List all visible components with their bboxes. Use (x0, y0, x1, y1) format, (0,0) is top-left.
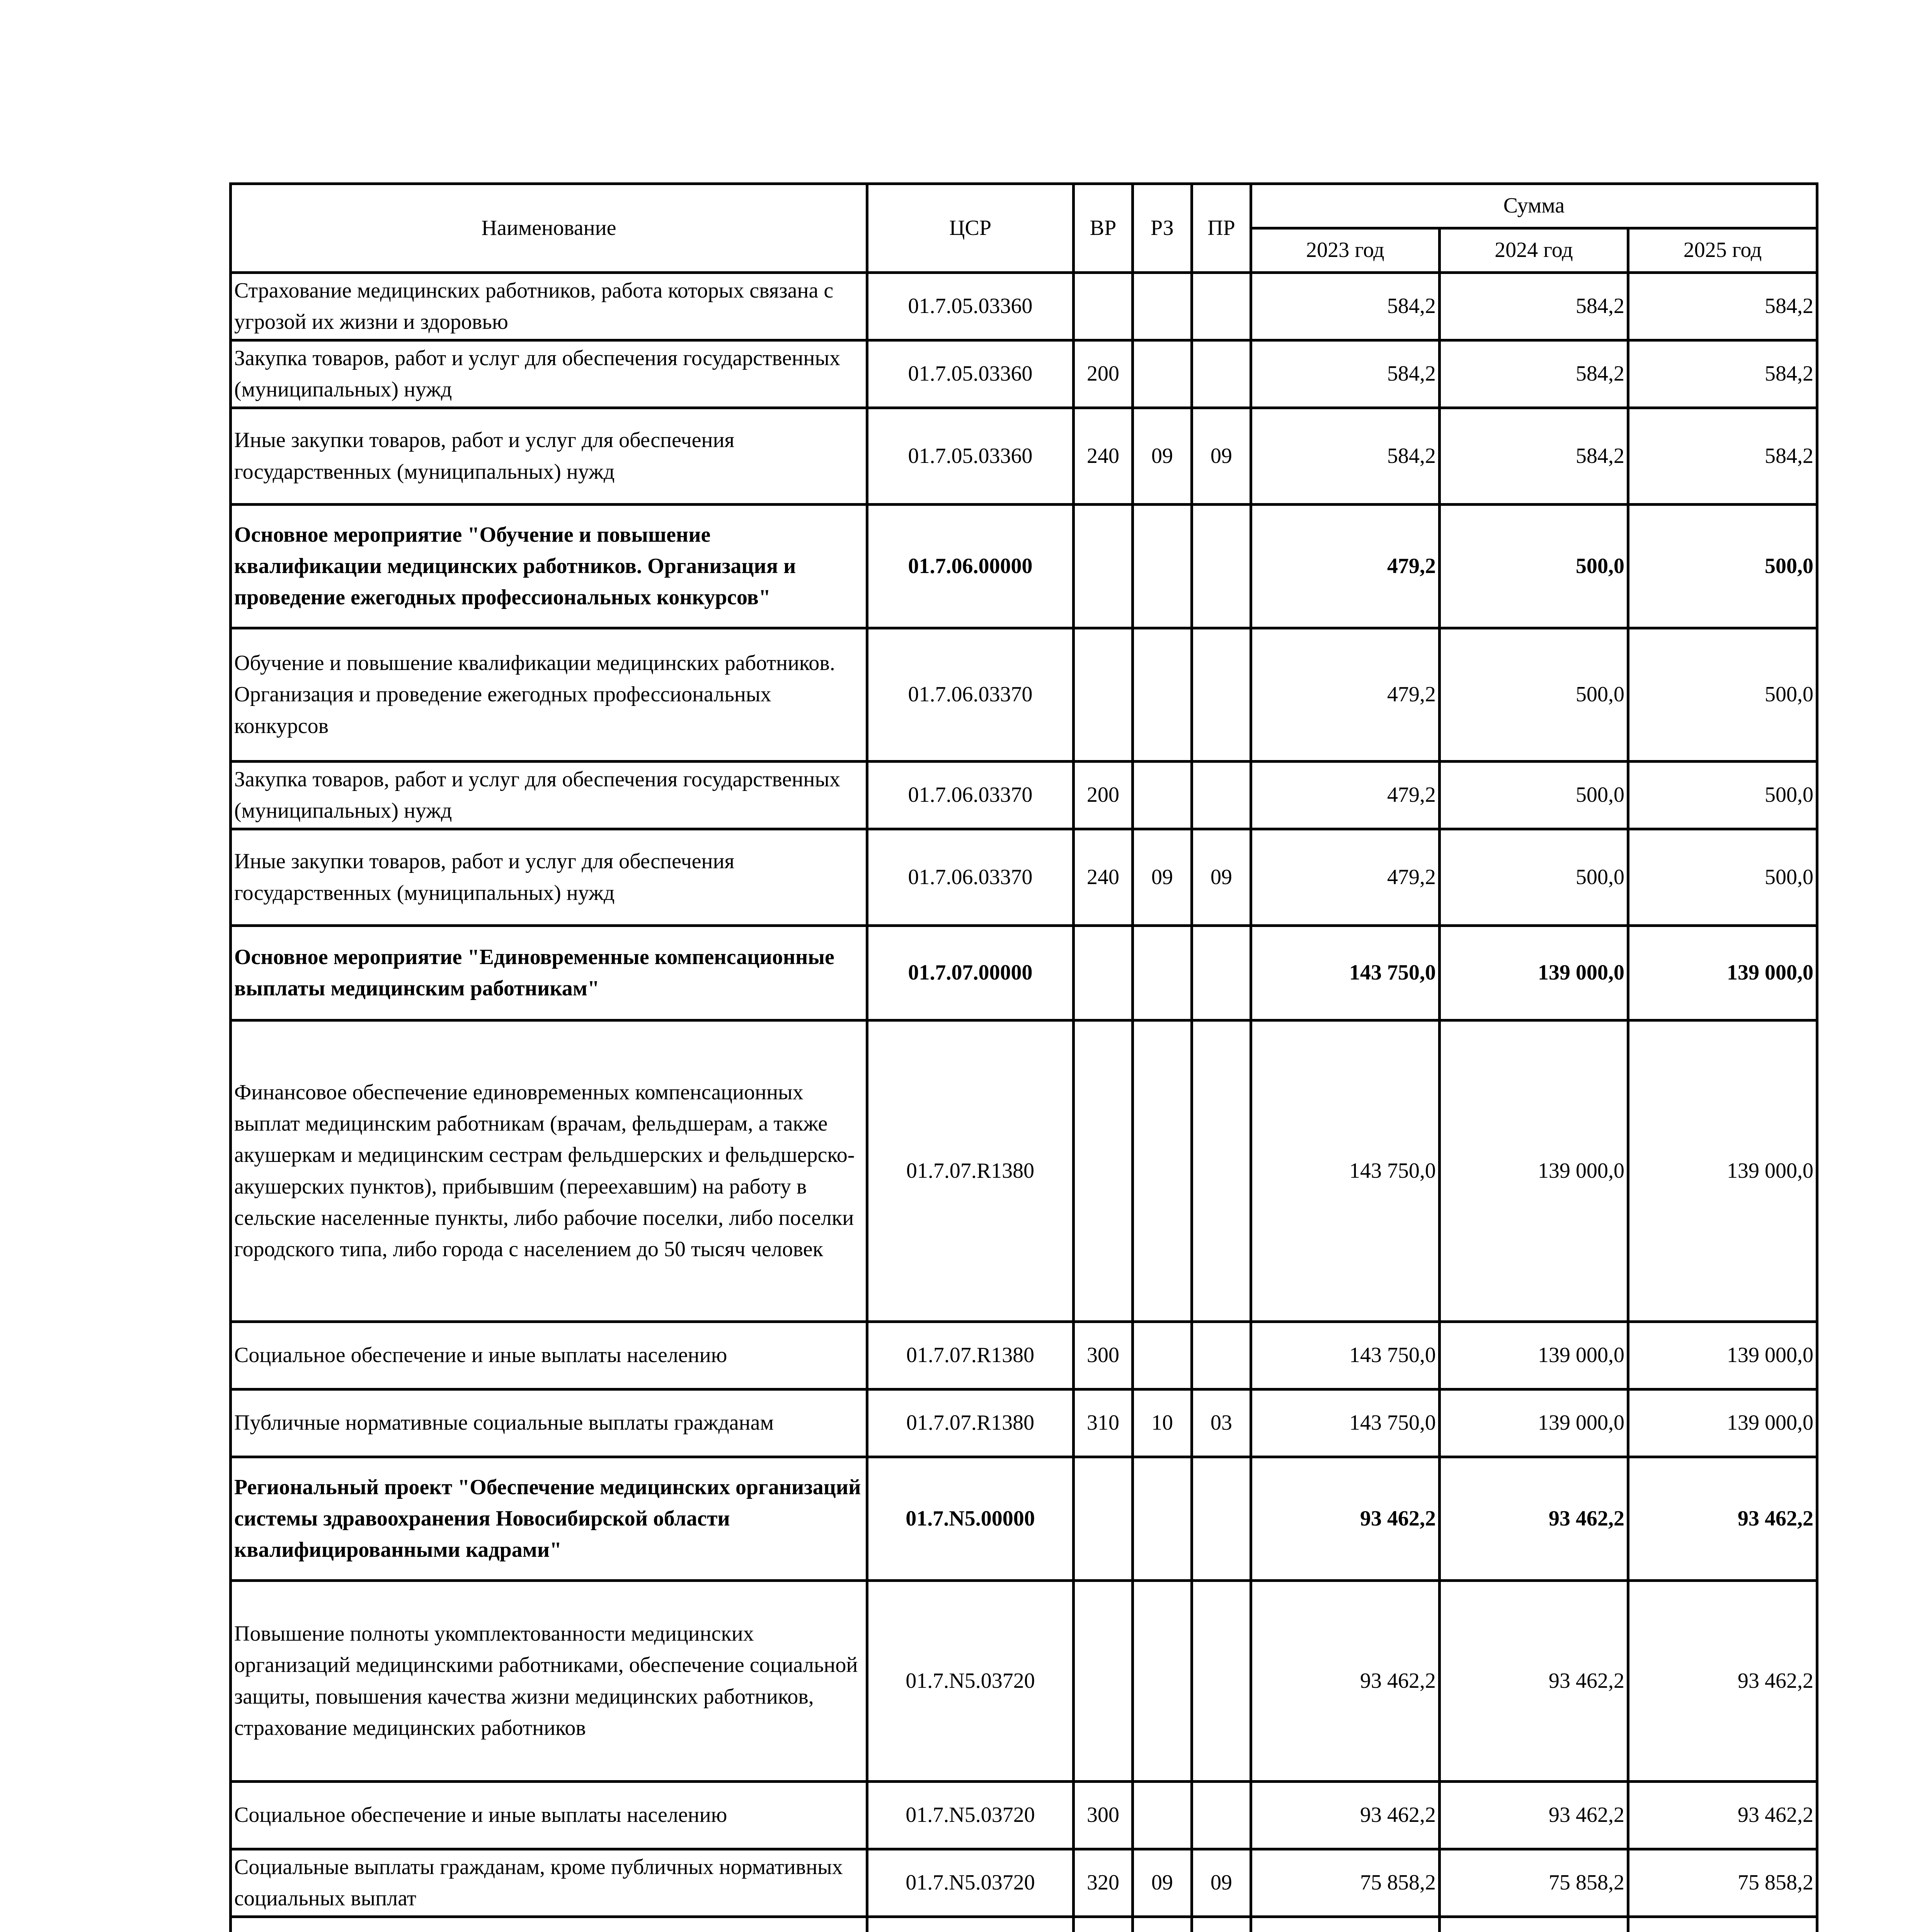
table-row (231, 628, 1817, 762)
cell-rz (1133, 762, 1192, 829)
cell-csr: 01.7.06.03370 (867, 829, 1074, 926)
header-vr: ВР (1074, 184, 1133, 273)
table-row (231, 505, 1817, 628)
cell-sum-2025: 93 462,2 (1628, 1782, 1817, 1849)
cell-sum-2025: 93 462,2 (1628, 1581, 1817, 1782)
cell-vr (1074, 1917, 1133, 1932)
header-year-2024: 2024 год (1440, 228, 1628, 273)
cell-vr: 300 (1074, 1322, 1133, 1389)
cell-rz (1133, 1581, 1192, 1782)
cell-csr: 01.7.05.03360 (867, 273, 1074, 340)
cell-sum-2023 (1251, 1917, 1440, 1932)
cell-sum-2023: 143 750,0 (1251, 1389, 1440, 1457)
cell-sum-2025: 500,0 (1628, 762, 1817, 829)
table-header (231, 184, 1817, 273)
table-body (231, 273, 1817, 1932)
cell-pr (1192, 1020, 1251, 1322)
cell-csr: 01.7.N5.03720 (867, 1581, 1074, 1782)
cell-sum-2024 (1440, 1917, 1628, 1932)
cell-rz (1133, 1782, 1192, 1849)
cell-sum-2024: 500,0 (1440, 829, 1628, 926)
cell-sum-2025: 139 000,0 (1628, 1389, 1817, 1457)
cell-sum-2025: 500,0 (1628, 628, 1817, 762)
cell-sum-2024: 139 000,0 (1440, 1020, 1628, 1322)
cell-rz (1133, 340, 1192, 408)
cell-rz (1133, 1322, 1192, 1389)
cell-rz (1133, 505, 1192, 628)
cell-pr (1192, 762, 1251, 829)
cell-sum-2023: 93 462,2 (1251, 1457, 1440, 1581)
cell-vr: 200 (1074, 762, 1133, 829)
table-row (231, 1389, 1817, 1457)
cell-sum-2023: 479,2 (1251, 505, 1440, 628)
cell-sum-2025: 75 858,2 (1628, 1849, 1817, 1917)
cell-vr: 310 (1074, 1389, 1133, 1457)
cell-name: Социальные выплаты гражданам, кроме публичных нормативных социальных выплат (231, 1849, 867, 1917)
cell-pr (1192, 926, 1251, 1020)
table-row (231, 340, 1817, 408)
cell-sum-2025: 584,2 (1628, 340, 1817, 408)
cell-rz: 09 (1133, 408, 1192, 505)
cell-name: Социальное обеспечение и иные выплаты населению (231, 1322, 867, 1389)
table-row (231, 273, 1817, 340)
cell-sum-2024: 93 462,2 (1440, 1782, 1628, 1849)
cell-vr (1074, 505, 1133, 628)
cell-name: Публичные нормативные социальные выплаты гражданам (231, 1389, 867, 1457)
table-row (231, 762, 1817, 829)
cell-sum-2024: 139 000,0 (1440, 926, 1628, 1020)
cell-sum-2023: 479,2 (1251, 829, 1440, 926)
cell-rz (1133, 1457, 1192, 1581)
cell-sum-2024: 500,0 (1440, 505, 1628, 628)
cell-sum-2023: 143 750,0 (1251, 926, 1440, 1020)
table-row (231, 1581, 1817, 1782)
cell-sum-2023: 143 750,0 (1251, 1322, 1440, 1389)
cell-pr (1192, 628, 1251, 762)
cell-sum-2024: 93 462,2 (1440, 1581, 1628, 1782)
cell-sum-2025 (1628, 1917, 1817, 1932)
cell-csr: 01.7.N5.03720 (867, 1782, 1074, 1849)
cell-pr (1192, 1782, 1251, 1849)
header-csr: ЦСР (867, 184, 1074, 273)
header-pr: ПР (1192, 184, 1251, 273)
header-rz: РЗ (1133, 184, 1192, 273)
table-row (231, 1849, 1817, 1917)
cell-csr: 01.7.05.03360 (867, 408, 1074, 505)
cell-vr (1074, 1581, 1133, 1782)
cell-vr (1074, 1457, 1133, 1581)
cell-sum-2025: 93 462,2 (1628, 1457, 1817, 1581)
cell-sum-2024: 500,0 (1440, 762, 1628, 829)
cell-csr: 01.7.07.R1380 (867, 1020, 1074, 1322)
cell-pr: 09 (1192, 829, 1251, 926)
cell-sum-2024: 75 858,2 (1440, 1849, 1628, 1917)
table-row (231, 926, 1817, 1020)
cell-csr: 01.7.N5.00000 (867, 1457, 1074, 1581)
cell-sum-2023: 584,2 (1251, 273, 1440, 340)
cell-sum-2025: 139 000,0 (1628, 926, 1817, 1020)
cell-name: Обучение и повышение квалификации медицинских работников. Организация и проведение ежегодных профессиональных конкурсов (231, 628, 867, 762)
cell-sum-2024: 584,2 (1440, 273, 1628, 340)
cell-sum-2023: 75 858,2 (1251, 1849, 1440, 1917)
cell-name: Закупка товаров, работ и услуг для обеспечения государственных (муниципальных) нужд (231, 340, 867, 408)
cell-name: Основное мероприятие "Единовременные компенсационные выплаты медицинским работникам" (231, 926, 867, 1020)
cell-csr: 01.7.07.R1380 (867, 1389, 1074, 1457)
cell-vr: 300 (1074, 1782, 1133, 1849)
cell-sum-2024: 93 462,2 (1440, 1457, 1628, 1581)
cell-csr: 01.7.N5.03720 (867, 1849, 1074, 1917)
cell-csr: 01.7.07.00000 (867, 926, 1074, 1020)
budget-table (229, 182, 1818, 1932)
cell-name: Повышение полноты укомплектованности медицинских организаций медицинскими работниками, обеспечение социальной защиты, повышения качества жизни медицинских работников, страхование медицинских работников (231, 1581, 867, 1782)
cell-sum-2023: 479,2 (1251, 628, 1440, 762)
cell-name: Страхование медицинских работников, работа которых связана с угрозой их жизни и здоровью (231, 273, 867, 340)
cell-vr (1074, 926, 1133, 1020)
cell-pr: 03 (1192, 1389, 1251, 1457)
cell-sum-2025: 584,2 (1628, 273, 1817, 340)
cell-vr: 240 (1074, 829, 1133, 926)
cell-rz (1133, 1020, 1192, 1322)
cell-csr: 01.7.06.00000 (867, 505, 1074, 628)
cell-sum-2023: 584,2 (1251, 408, 1440, 505)
cell-csr: 01.7.05.03360 (867, 340, 1074, 408)
cell-sum-2025: 584,2 (1628, 408, 1817, 505)
cell-sum-2025: 500,0 (1628, 829, 1817, 926)
cell-sum-2025: 139 000,0 (1628, 1322, 1817, 1389)
table-row (231, 1457, 1817, 1581)
cell-pr: 09 (1192, 408, 1251, 505)
cell-sum-2024: 139 000,0 (1440, 1389, 1628, 1457)
cell-sum-2024: 139 000,0 (1440, 1322, 1628, 1389)
cell-pr (1192, 1457, 1251, 1581)
cell-vr (1074, 1020, 1133, 1322)
table-row (231, 1020, 1817, 1322)
cell-pr (1192, 505, 1251, 628)
header-year-2023: 2023 год (1251, 228, 1440, 273)
cell-csr: 01.7.07.R1380 (867, 1322, 1074, 1389)
cell-vr: 320 (1074, 1849, 1133, 1917)
cell-rz: 10 (1133, 1389, 1192, 1457)
cell-csr: 01.7.06.03370 (867, 628, 1074, 762)
cell-csr: 01.7.06.03370 (867, 762, 1074, 829)
cell-name: Закупка товаров, работ и услуг для обеспечения государственных (муниципальных) нужд (231, 762, 867, 829)
table-row (231, 1782, 1817, 1849)
cell-sum-2023: 584,2 (1251, 340, 1440, 408)
cell-name: Социальное обеспечение и иные выплаты населению (231, 1782, 867, 1849)
cell-sum-2024: 584,2 (1440, 340, 1628, 408)
header-name: Наименование (231, 184, 867, 273)
cell-pr (1192, 1322, 1251, 1389)
cell-pr (1192, 1581, 1251, 1782)
cell-name: Основное мероприятие "Обучение и повышение квалификации медицинских работников. Организация и проведение ежегодных профессиональных конкурсов" (231, 505, 867, 628)
cell-rz (1133, 273, 1192, 340)
table-row (231, 829, 1817, 926)
cell-name: Иные закупки товаров, работ и услуг для обеспечения государственных (муниципальных) нужд (231, 408, 867, 505)
cell-sum-2024: 584,2 (1440, 408, 1628, 505)
cell-pr: 09 (1192, 1849, 1251, 1917)
header-sum: Сумма (1251, 184, 1817, 228)
cell-name: Иные закупки товаров, работ и услуг для обеспечения государственных (муниципальных) нужд (231, 829, 867, 926)
cell-vr: 240 (1074, 408, 1133, 505)
cell-rz: 09 (1133, 1849, 1192, 1917)
cell-rz (1133, 1917, 1192, 1932)
cell-sum-2023: 143 750,0 (1251, 1020, 1440, 1322)
header-year-2025: 2025 год (1628, 228, 1817, 273)
cell-vr (1074, 273, 1133, 340)
cell-sum-2025: 139 000,0 (1628, 1020, 1817, 1322)
table-row (231, 1322, 1817, 1389)
table-row (231, 408, 1817, 505)
cell-name (231, 1917, 867, 1932)
cell-csr (867, 1917, 1074, 1932)
cell-sum-2024: 500,0 (1440, 628, 1628, 762)
cell-pr (1192, 1917, 1251, 1932)
cell-rz (1133, 926, 1192, 1020)
table-row (231, 1917, 1817, 1932)
cell-rz: 09 (1133, 829, 1192, 926)
cell-name: Финансовое обеспечение единовременных компенсационных выплат медицинским работникам (врачам, фельдшерам, а также акушеркам и медицинским сестрам фельдшерских и фельдшерско-акушерских пунктов), прибывшим (переехавшим) на работу в сельские населенные пункты, либо рабочие поселки, либо поселки городского типа, либо города с населением до 50 тысяч человек (231, 1020, 867, 1322)
cell-sum-2025: 500,0 (1628, 505, 1817, 628)
cell-sum-2023: 93 462,2 (1251, 1782, 1440, 1849)
cell-name: Региональный проект "Обеспечение медицинских организаций системы здравоохранения Новосибирской области квалифицированными кадрами" (231, 1457, 867, 1581)
cell-vr: 200 (1074, 340, 1133, 408)
cell-sum-2023: 93 462,2 (1251, 1581, 1440, 1782)
cell-pr (1192, 340, 1251, 408)
cell-sum-2023: 479,2 (1251, 762, 1440, 829)
cell-vr (1074, 628, 1133, 762)
cell-rz (1133, 628, 1192, 762)
cell-pr (1192, 273, 1251, 340)
